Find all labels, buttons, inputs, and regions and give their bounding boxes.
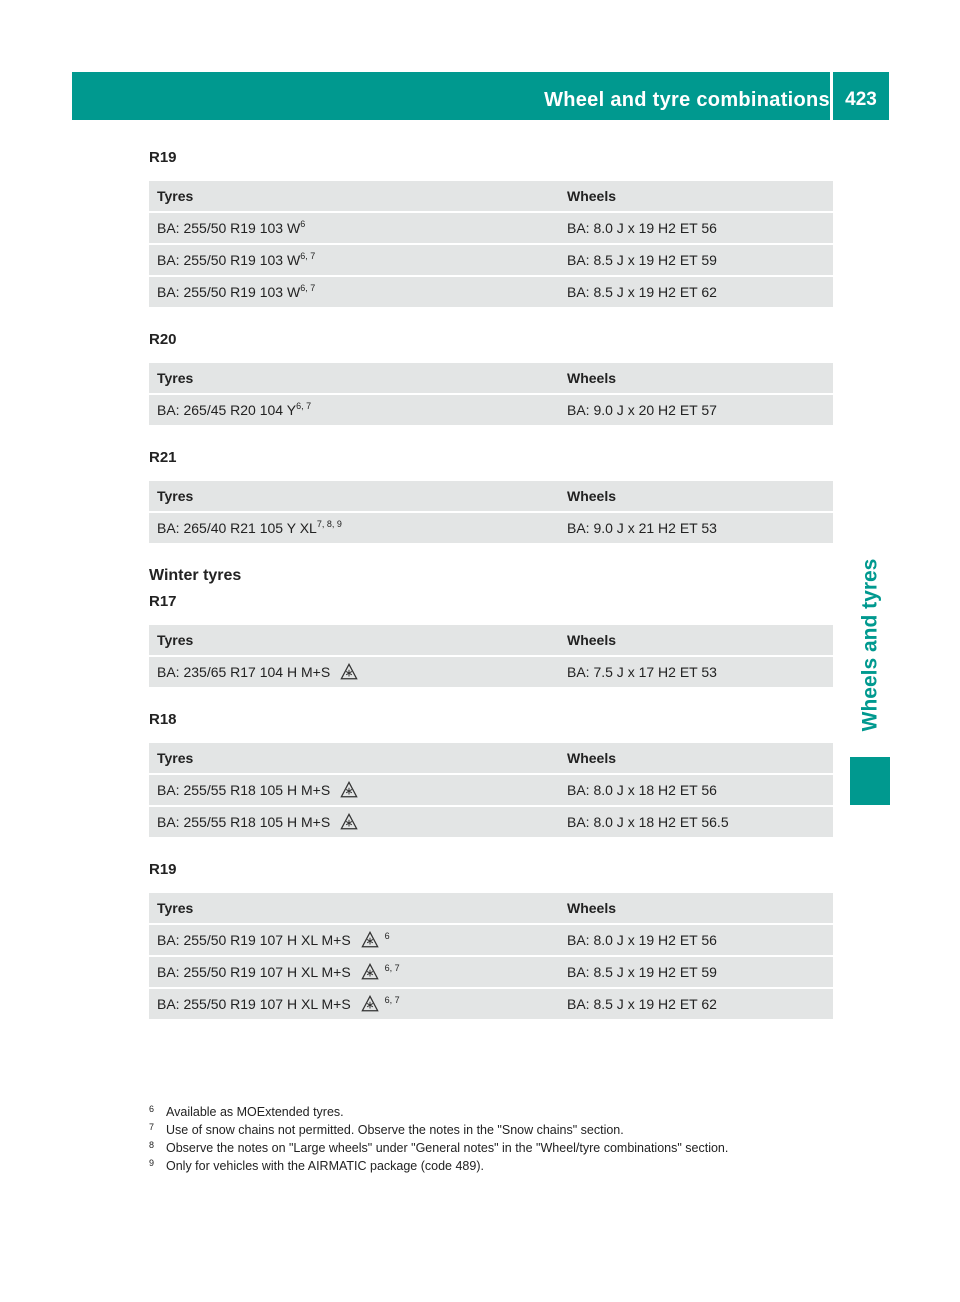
wheel-cell: BA: 8.0 J x 18 H2 ET 56 xyxy=(567,782,717,798)
column-header-wheels: Wheels xyxy=(567,632,617,648)
wheel-cell: BA: 8.0 J x 19 H2 ET 56 xyxy=(567,932,717,948)
tyre-cell xyxy=(149,657,557,687)
footnote-number: 6 xyxy=(149,1104,155,1114)
column-header-tyres: Tyres xyxy=(157,488,194,504)
section-heading: R17 xyxy=(149,593,177,610)
table-header-row xyxy=(149,481,833,511)
wheel-cell: BA: 8.0 J x 19 H2 ET 56 xyxy=(567,220,717,236)
section-heading: R19 xyxy=(149,149,177,166)
table-header-row xyxy=(149,625,833,655)
column-header-wheels: Wheels xyxy=(567,750,617,766)
tyre-spec: BA: 255/50 R19 103 W xyxy=(157,284,301,300)
footnote-number: 9 xyxy=(149,1158,155,1168)
column-header-tyres: Tyres xyxy=(157,188,194,204)
column-header-tyres: Tyres xyxy=(157,750,194,766)
footnote-text: Available as MOExtended tyres. xyxy=(166,1105,344,1119)
tyre-spec: BA: 235/65 R17 104 H M+S xyxy=(157,664,331,680)
page-title: Wheel and tyre combinations xyxy=(544,89,830,111)
table-row xyxy=(149,213,833,243)
footnote-number: 8 xyxy=(149,1140,155,1150)
tyre-spec: BA: 255/50 R19 103 W xyxy=(157,252,301,268)
tyre-table xyxy=(149,743,833,837)
tyre-spec: BA: 255/55 R18 105 H M+S xyxy=(157,814,331,830)
footnote-number: 7 xyxy=(149,1122,155,1132)
wheel-cell: BA: 8.5 J x 19 H2 ET 62 xyxy=(567,284,717,300)
table-row xyxy=(149,277,833,307)
snowflake-mountain-icon xyxy=(340,811,358,829)
tyre-spec: BA: 255/50 R19 107 H XL M+S xyxy=(157,932,351,948)
tyre-cell xyxy=(149,513,557,543)
wheel-cell: BA: 7.5 J x 17 H2 ET 53 xyxy=(567,664,717,680)
snowflake-mountain-icon xyxy=(361,993,379,1011)
column-header-tyres: Tyres xyxy=(157,370,194,386)
chapter-tab-label: Wheels and tyres xyxy=(858,558,882,732)
tyre-table xyxy=(149,181,833,307)
tyre-table xyxy=(149,363,833,425)
tyre-table xyxy=(149,625,833,687)
tyre-cell xyxy=(149,989,557,1019)
footnotes xyxy=(149,1103,839,1175)
tyre-spec: BA: 255/55 R18 105 H M+S xyxy=(157,782,331,798)
footnote-ref: 6, 7 xyxy=(384,995,400,1005)
footnote xyxy=(149,1121,839,1139)
tyre-cell xyxy=(149,213,557,243)
tyre-spec: BA: 265/40 R21 105 Y XL xyxy=(157,520,317,536)
table-row xyxy=(149,925,833,955)
chapter-tab xyxy=(850,540,890,750)
tables-content xyxy=(149,148,833,1042)
footnote-text: Only for vehicles with the AIRMATIC package (code 489). xyxy=(166,1159,484,1173)
snowflake-mountain-icon xyxy=(361,961,379,979)
table-header-row xyxy=(149,181,833,211)
column-header-tyres: Tyres xyxy=(157,632,194,648)
footnote-ref: 6, 7 xyxy=(300,251,316,261)
tyre-spec: BA: 265/45 R20 104 Y xyxy=(157,402,297,418)
wheel-cell: BA: 8.5 J x 19 H2 ET 59 xyxy=(567,964,717,980)
table-header-row xyxy=(149,743,833,773)
section-heading: R18 xyxy=(149,711,177,728)
tyre-table xyxy=(149,481,833,543)
tyre-cell xyxy=(149,245,557,275)
footnote-ref: 6 xyxy=(384,931,390,941)
tyre-cell xyxy=(149,807,557,837)
footnote xyxy=(149,1103,839,1121)
column-header-tyres: Tyres xyxy=(157,900,194,916)
section-heading: R21 xyxy=(149,449,177,466)
wheel-cell: BA: 9.0 J x 21 H2 ET 53 xyxy=(567,520,717,536)
wheel-cell: BA: 9.0 J x 20 H2 ET 57 xyxy=(567,402,717,418)
snowflake-mountain-icon xyxy=(361,929,379,947)
table-row xyxy=(149,807,833,837)
footnote xyxy=(149,1139,839,1157)
table-row xyxy=(149,245,833,275)
table-row xyxy=(149,657,833,687)
tyre-cell xyxy=(149,775,557,805)
table-row xyxy=(149,957,833,987)
tyre-cell xyxy=(149,277,557,307)
wheel-cell: BA: 8.5 J x 19 H2 ET 62 xyxy=(567,996,717,1012)
column-header-wheels: Wheels xyxy=(567,488,617,504)
snowflake-mountain-icon xyxy=(340,779,358,797)
tyre-cell xyxy=(149,957,557,987)
wheel-cell: BA: 8.5 J x 19 H2 ET 59 xyxy=(567,252,717,268)
snowflake-mountain-icon xyxy=(340,661,358,679)
column-header-wheels: Wheels xyxy=(567,900,617,916)
table-row xyxy=(149,513,833,543)
page-number: 423 xyxy=(845,89,877,110)
chapter-tab-marker xyxy=(850,757,890,805)
tyre-cell xyxy=(149,925,557,955)
tyre-cell xyxy=(149,395,557,425)
table-row xyxy=(149,775,833,805)
winter-tyres-heading: Winter tyres xyxy=(149,567,242,584)
tyre-spec: BA: 255/50 R19 107 H XL M+S xyxy=(157,964,351,980)
section-heading: R19 xyxy=(149,861,177,878)
tyre-spec: BA: 255/50 R19 103 W xyxy=(157,220,301,236)
footnote-ref: 7, 8, 9 xyxy=(316,519,342,529)
tyre-spec: BA: 255/50 R19 107 H XL M+S xyxy=(157,996,351,1012)
table-row xyxy=(149,989,833,1019)
wheel-cell: BA: 8.0 J x 18 H2 ET 56.5 xyxy=(567,814,729,830)
footnote-ref: 6 xyxy=(300,219,306,229)
table-row xyxy=(149,395,833,425)
footnote-ref: 6, 7 xyxy=(384,963,400,973)
footnote xyxy=(149,1157,839,1175)
tyre-table xyxy=(149,893,833,1019)
footnote-ref: 6, 7 xyxy=(300,283,316,293)
table-header-row xyxy=(149,893,833,923)
column-header-wheels: Wheels xyxy=(567,188,617,204)
section-heading: R20 xyxy=(149,331,177,348)
footnote-text: Use of snow chains not permitted. Observe the notes in the "Snow chains" section. xyxy=(166,1123,624,1137)
table-header-row xyxy=(149,363,833,393)
column-header-wheels: Wheels xyxy=(567,370,617,386)
footnote-text: Observe the notes on "Large wheels" under "General notes" in the "Wheel/tyre combinations" section. xyxy=(166,1141,729,1155)
footnote-ref: 6, 7 xyxy=(296,401,312,411)
